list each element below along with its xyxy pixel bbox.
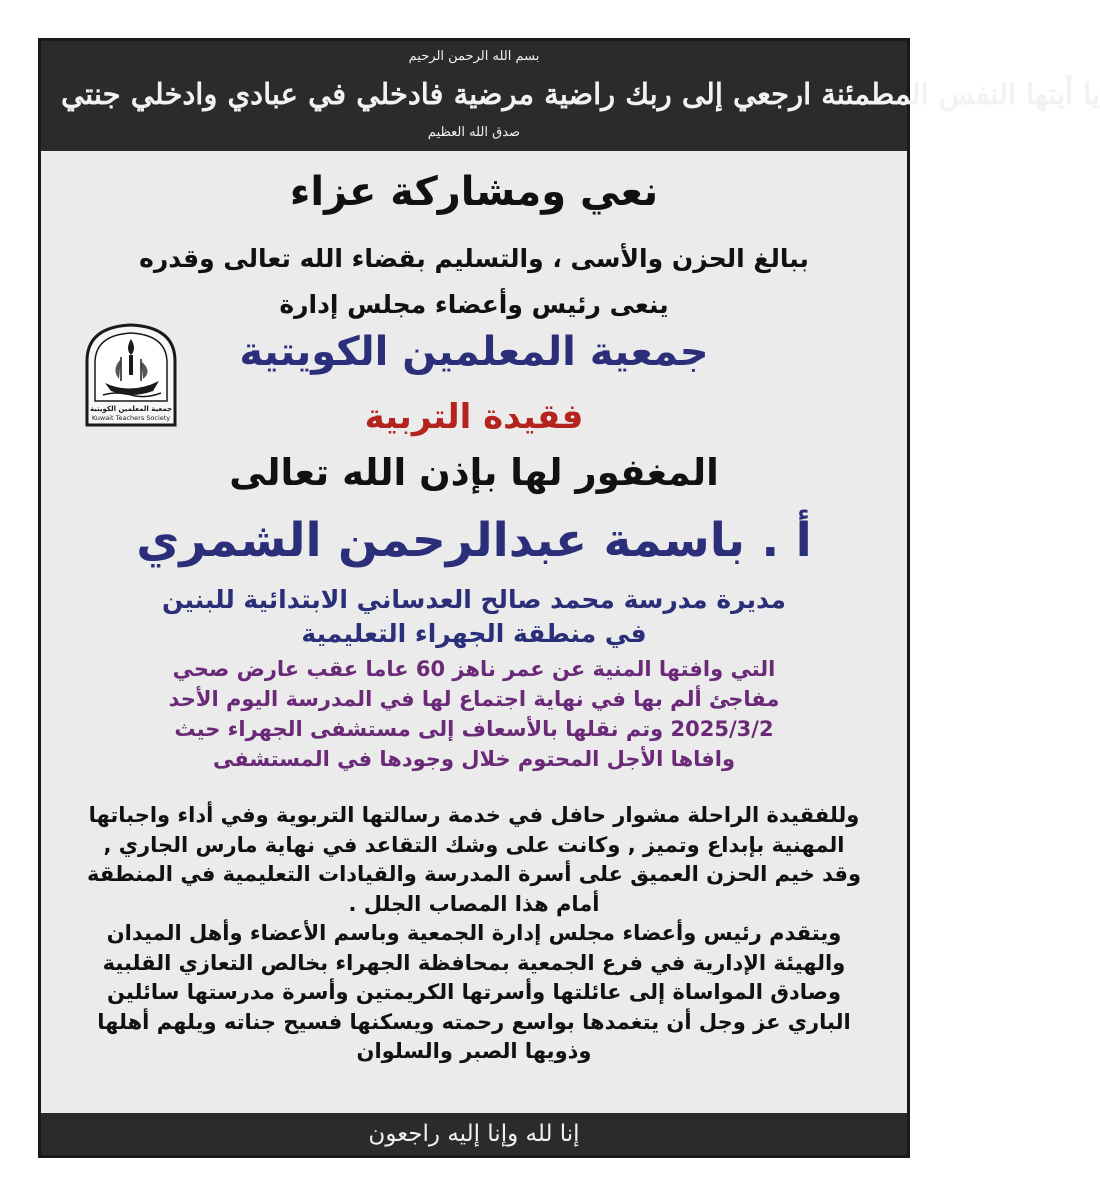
footer-verse: إنا لله وإنا إليه راجعون [368, 1121, 580, 1147]
intro-text [41, 236, 907, 328]
loss-label: فقيدة التربية [364, 397, 584, 437]
logo-arabic-text: جمعية المعلمين الكويتية [89, 405, 173, 413]
verse-closing: صدق الله العظيم [427, 125, 521, 140]
quran-verse: يا أيتها النفس المطمئنة ارجعي إلى ربك راضية مرضية فادخلي في عبادي وادخلي جنتي [61, 77, 1100, 111]
footer-banner [41, 1113, 907, 1155]
basmala-text: بسم الله الرحمن الرحيم [408, 49, 540, 64]
intro-line: ينعى رئيس وأعضاء مجلس إدارة [279, 290, 669, 319]
deceased-role [41, 583, 907, 651]
logo-english-text: Kuwait Teachers Society [91, 414, 171, 422]
deceased-name: أ . باسمة عبدالرحمن الشمري [136, 513, 812, 568]
death-details [41, 654, 907, 774]
header-banner [41, 41, 1100, 151]
role-line: مديرة مدرسة محمد صالح العدساني الابتدائية للبنين [162, 585, 786, 614]
blessing-text: المغفور لها بإذن الله تعالى [229, 451, 719, 494]
society-name: جمعية المعلمين الكويتية [239, 329, 709, 375]
death-line: 2025/3/2 وتم نقلها بالأسعاف إلى مستشفى الجهراء حيث [174, 717, 774, 741]
death-line: وافاها الأجل المحتوم خلال وجودها في المستشفى [212, 747, 736, 771]
intro-line: ببالغ الحزن والأسى ، والتسليم بقضاء الله تعالى وقدره [139, 244, 809, 273]
body-paragraph: وللفقيدة الراحلة مشوار حافل في خدمة رسالتها التربوية وفي أداء واجباتها المهنية بإبداع وتميز , وكانت على وشك التقاعد في نهاية مارس الجاري , وقد خيم الحزن العميق على أسرة المدرسة والقيادات التعليمية في المنطقة أمام هذا المصاب الجلل . [86, 803, 862, 916]
death-line: مفاجئ ألم بها في نهاية اجتماع لها في المدرسة اليوم الأحد [168, 687, 780, 711]
body-text [81, 801, 867, 1067]
role-line: في منطقة الجهراء التعليمية [301, 619, 647, 648]
obituary-frame [38, 38, 1100, 1158]
body-paragraph: ويتقدم رئيس وأعضاء مجلس إدارة الجمعية وباسم الأعضاء وأهل الميدان والهيئة الإدارية في فرع الجمعية بمحافظة الجهراء بخالص التعازي القلبية وصادق المواساة إلى عائلتها وأسرتها الكريمتين وأسرة مدرستها سائلين الباري عز وجل أن يتغمدها بواسع رحمته ويسكنها فسيح جناته ويلهم أهلها وذويها الصبر والسلوان [97, 921, 851, 1063]
announcement-title: نعي ومشاركة عزاء [289, 169, 659, 215]
death-line: التي وافتها المنية عن عمر ناهز 60 عاما عقب عارض صحي [172, 657, 776, 681]
